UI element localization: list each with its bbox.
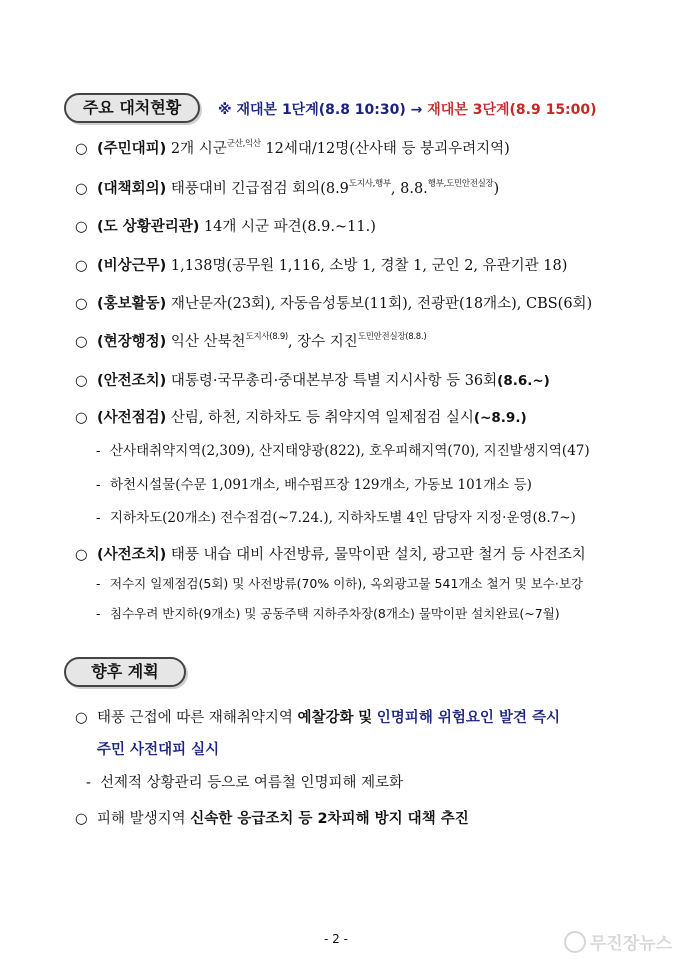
item-field-admin: ○ (현장행정) 익산 산북천$^{도지사(8.9)}$, 장수 지진$^{도민안전실장(8.8.)}$ xyxy=(75,332,427,350)
plan-item-1-continued: 주민 사전대피 실시 xyxy=(97,742,220,758)
item-emergency-duty: ○ (비상근무) 1,138명(공무원 1,116, 소방 1, 경찰 1, 군인 2, 유관기관 18) xyxy=(75,258,568,274)
stage-note xyxy=(218,99,597,119)
bullet-icon: ○ xyxy=(75,141,88,157)
bullet-icon: ○ xyxy=(75,181,88,197)
item-evacuation: ○ (주민대피) 2개 시군$^{군산,익산}$ 12세대/12명(산사태 등 붕괴우려지역) xyxy=(75,139,510,157)
sub-item: - 산사태취약지역(2,309), 산지태양광(822), 호우피해지역(70), 지진발생지역(47) xyxy=(96,443,590,459)
bullet-icon: ○ xyxy=(75,410,88,426)
item-publicity: ○ (홍보활동) 재난문자(23회), 자동음성통보(11회), 전광판(18개소), CBS(6회) xyxy=(75,296,593,312)
watermark-logo-icon xyxy=(564,931,586,953)
sub-item: - 지하차도(20개소) 전수점검(~7.24.), 지하차도별 4인 담당자 지정·운영(8.7~) xyxy=(96,510,576,526)
plan-item-2: ○ 피해 발생지역 신속한 응급조치 등 2차피해 방지 대책 추진 xyxy=(75,811,469,827)
bullet-icon: ○ xyxy=(75,258,88,274)
bullet-icon: ○ xyxy=(75,219,88,235)
stage-arrow: → xyxy=(410,102,423,118)
plan-sub-item: - 선제적 상황관리 등으로 여름철 인명피해 제로화 xyxy=(86,775,404,791)
item-pre-measures: ○ (사전조치) 태풍 내습 대비 사전방류, 물막이판 설치, 광고판 철거 등 사전조치 xyxy=(75,547,586,563)
watermark: 무진장뉴스 xyxy=(564,929,672,954)
stage-note-mark: ※ xyxy=(218,102,232,118)
plan-item-1: ○ 태풍 근접에 따른 재해취약지역 예찰강화 및 인명피해 위험요인 발견 즉시 xyxy=(75,710,561,726)
bullet-icon: ○ xyxy=(75,710,88,726)
item-situation-manager: ○ (도 상황관리관) 14개 시군 파견(8.9.~11.) xyxy=(75,219,376,235)
bullet-icon: ○ xyxy=(75,373,88,389)
page-number: - 2 - xyxy=(324,932,348,946)
section-title-future-plan: 향후 계획 xyxy=(64,657,186,687)
sub-item: - 저수지 일제점검(5회) 및 사전방류(70% 이하), 옥외광고물 541개소 철거 및 보수·보강 xyxy=(96,576,583,591)
bullet-icon: ○ xyxy=(75,334,88,350)
sub-item: - 하천시설물(수문 1,091개소, 배수펌프장 129개소, 가동보 101개소 등) xyxy=(96,477,532,493)
stage-from: 재대본 1단계(8.8 10:30) xyxy=(236,102,406,118)
stage-to: 재대본 3단계(8.9 15:00) xyxy=(427,102,597,118)
bullet-icon: ○ xyxy=(75,547,88,563)
sub-item: - 침수우려 반지하(9개소) 및 공동주택 지하주차장(8개소) 물막이판 설치완료(~7월) xyxy=(96,606,560,621)
item-safety-measures: ○ (안전조치) 대통령·국무총리·중대본부장 특별 지시사항 등 36회(8.6.~) xyxy=(75,373,550,389)
item-pre-inspection: ○ (사전점검) 산림, 하천, 지하차도 등 취약지역 일제점검 실시(~8.9.) xyxy=(75,410,527,426)
item-meeting: ○ (대책회의) 태풍대비 긴급점검 회의($8.9^{도지사,행부}$, 8.8.$^{행부,도민안전실장}$) xyxy=(75,179,500,197)
section-title-current-status: 주요 대처현황 xyxy=(64,93,200,123)
bullet-icon: ○ xyxy=(75,296,88,312)
bullet-icon: ○ xyxy=(75,811,88,827)
